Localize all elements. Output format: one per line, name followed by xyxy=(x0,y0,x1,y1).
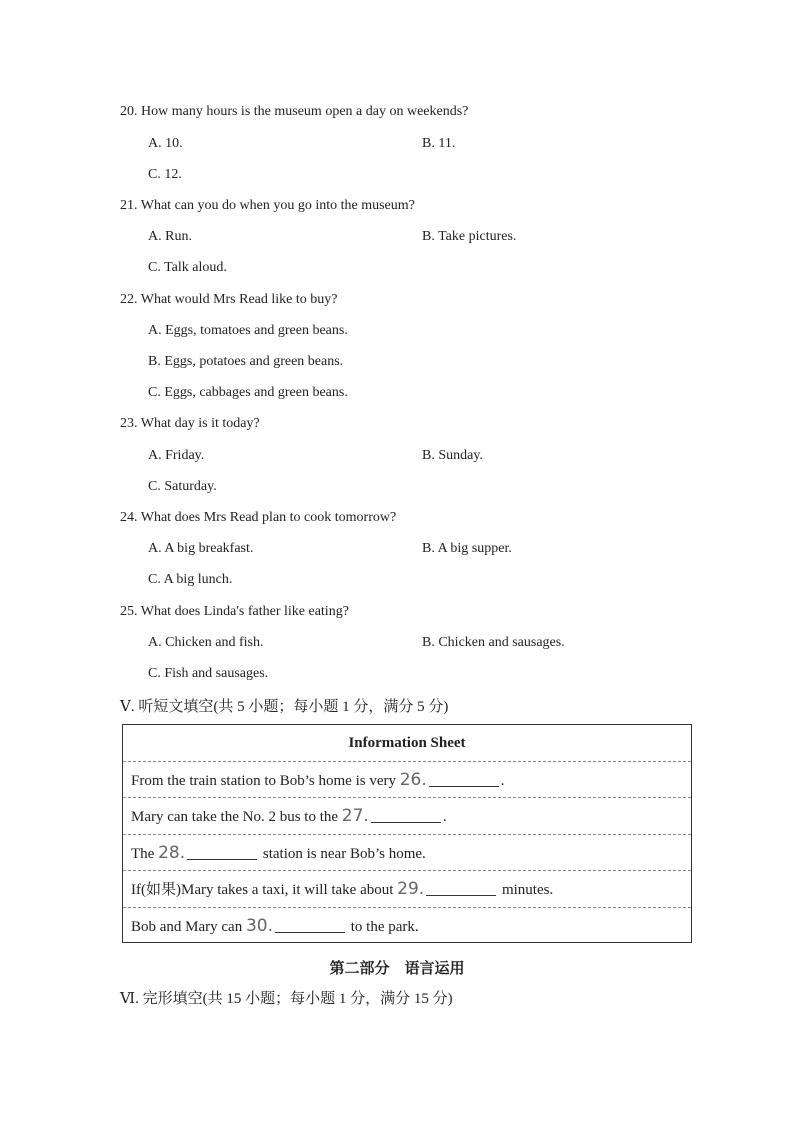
sheet-row-27 xyxy=(123,798,691,835)
row-text-post: station is near Bob’s home. xyxy=(259,845,426,862)
answer-blank-30[interactable] xyxy=(275,918,345,933)
option-25-b: B. Chicken and sausages. xyxy=(422,635,565,650)
row-text-post: minutes. xyxy=(498,882,554,898)
option-24-a: A. A big breakfast. xyxy=(148,541,254,556)
row-text-pre: Bob and Mary can xyxy=(131,918,246,935)
question-22: 22. What would Mrs Read like to buy? xyxy=(120,292,338,307)
row-text-post: . xyxy=(442,809,447,825)
sheet-title: Information Sheet xyxy=(123,725,691,762)
option-25-c: C. Fish and sausages. xyxy=(148,666,269,681)
answer-blank-29[interactable] xyxy=(426,881,496,896)
answer-blank-28[interactable] xyxy=(187,845,257,860)
sheet-row-28 xyxy=(123,835,691,872)
sheet-row-29 xyxy=(123,871,691,908)
row-text-post: . xyxy=(500,772,505,789)
sheet-row-30 xyxy=(123,908,691,945)
answer-blank-27[interactable] xyxy=(371,808,441,823)
blank-number: 26. xyxy=(399,769,427,790)
row-text-pre: Mary can take the No. 2 bus to the xyxy=(131,809,342,825)
sheet-row-26 xyxy=(123,762,691,799)
section-5-title: Ⅴ. 听短文填空(共 5 小题；每小题 1 分，满分 5 分) xyxy=(120,699,449,715)
information-sheet xyxy=(122,724,692,943)
option-22-a: A. Eggs, tomatoes and green beans. xyxy=(148,323,348,338)
question-24: 24. What does Mrs Read plan to cook tomorrow? xyxy=(120,510,397,525)
blank-number: 27. xyxy=(341,806,369,826)
option-20-a: A. 10. xyxy=(148,136,183,151)
row-text-pre: If(如果)Mary takes a taxi, it will take about xyxy=(131,882,398,898)
question-25: 25. What does Linda's father like eating? xyxy=(120,604,349,619)
section-6-title: Ⅵ. 完形填空(共 15 小题；每小题 1 分，满分 15 分) xyxy=(120,991,453,1007)
option-21-c: C. Talk aloud. xyxy=(148,260,227,275)
option-21-b: B. Take pictures. xyxy=(422,229,517,244)
option-23-a: A. Friday. xyxy=(148,448,205,463)
option-22-b: B. Eggs, potatoes and green beans. xyxy=(148,354,344,369)
question-23: 23. What day is it today? xyxy=(120,416,260,431)
part-2-title: 第二部分 语言运用 xyxy=(329,961,465,977)
option-20-c: C. 12. xyxy=(148,167,182,182)
blank-number: 30. xyxy=(245,915,274,936)
blank-number: 28. xyxy=(158,842,186,863)
option-20-b: B. 11. xyxy=(422,136,456,151)
option-23-c: C. Saturday. xyxy=(148,479,217,494)
option-22-c: C. Eggs, cabbages and green beans. xyxy=(148,385,348,400)
blank-number: 29. xyxy=(397,879,425,899)
row-text-pre: The xyxy=(131,845,159,862)
row-text-post: to the park. xyxy=(347,918,419,935)
option-24-c: C. A big lunch. xyxy=(148,572,233,587)
option-24-b: B. A big supper. xyxy=(422,541,512,556)
row-text-pre: From the train station to Bob’s home is very xyxy=(131,772,400,789)
question-20: 20. How many hours is the museum open a day on weekends? xyxy=(120,104,469,119)
option-25-a: A. Chicken and fish. xyxy=(148,635,264,650)
question-21: 21. What can you do when you go into the museum? xyxy=(120,198,415,213)
option-21-a: A. Run. xyxy=(148,229,192,244)
answer-blank-26[interactable] xyxy=(429,772,499,787)
option-23-b: B. Sunday. xyxy=(422,448,483,463)
